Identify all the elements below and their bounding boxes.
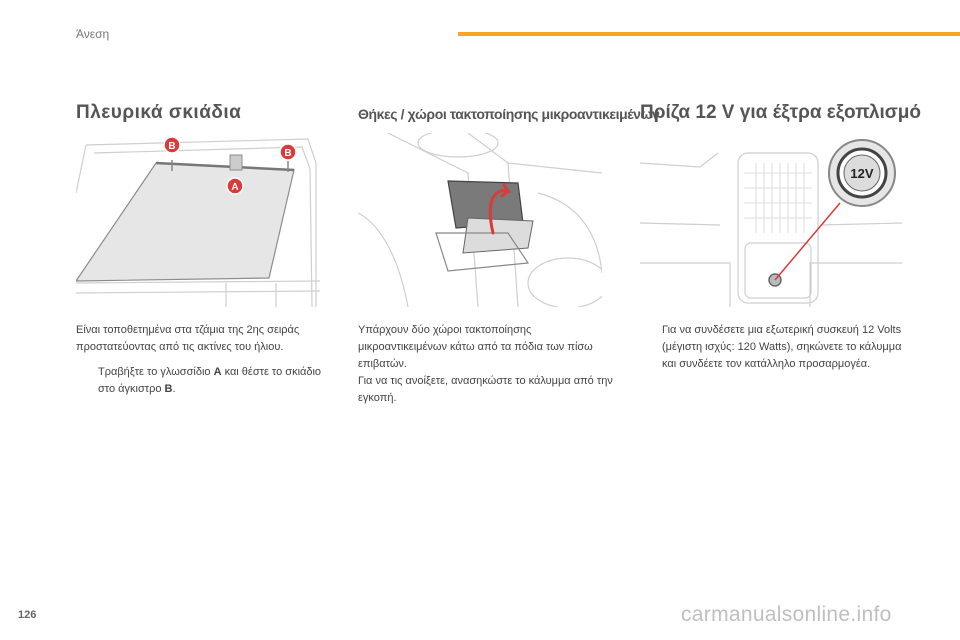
watermark: carmanualsonline.info [681, 603, 892, 626]
socket-12v-label: 12V [850, 166, 874, 181]
label-a: A [231, 182, 239, 193]
storage-text-1: Υπάρχουν δύο χώροι τακτοποίησης μικροαντικειμένων κάτω από τα πόδια των πίσω επιβατών. [358, 324, 593, 370]
instruction-tab-a: A [213, 366, 222, 378]
bullet-icon [76, 364, 98, 398]
instruction-part-1: Τραβήξτε το γλωσσίδιο [98, 366, 214, 378]
socket-illustration [640, 133, 902, 307]
instruction-part-3: . [172, 383, 176, 395]
label-b-left: B [168, 141, 176, 152]
storage-title: Θήκες / χώροι τακτοποίησης μικροαντικειμένων [358, 106, 660, 122]
storage-illustration [358, 133, 602, 307]
storage-text-2: Για να τις ανοίξετε, ανασηκώστε το κάλυμμα από την εγκοπή. [358, 375, 613, 404]
socket-text: Για να συνδέσετε μια εξωτερική συσκευή 12 Volts (μέγιστη ισχύς: 120 Watts), σηκώνετε το κάλυμμα και συνδέετε τον κατάλληλο προσαρμογέα. [662, 324, 902, 370]
header-accent-bar [458, 32, 960, 36]
storage-description [358, 322, 618, 407]
instruction-part-2: και θέστε το σκιάδιο στο άγκιστρο [98, 366, 322, 395]
label-b-right: B [284, 148, 292, 159]
socket-title: Πρίζα 12 V για έξτρα εξοπλισμό [640, 102, 922, 123]
socket-instruction [640, 322, 910, 373]
side-blinds-title: Πλευρικά σκιάδια [76, 102, 242, 123]
bullet-icon [640, 322, 662, 373]
page-number: 126 [18, 609, 37, 621]
side-blinds-instruction [76, 364, 336, 398]
instruction-hook-b: B [164, 383, 173, 395]
instruction-text [98, 364, 336, 398]
side-blinds-description: Είναι τοποθετημένα στα τζάμια της 2ης σειράς προστατεύοντας από τις ακτίνες του ήλιου. [76, 324, 300, 353]
section-label: Άνεση [76, 27, 110, 41]
side-blinds-illustration [76, 133, 320, 307]
